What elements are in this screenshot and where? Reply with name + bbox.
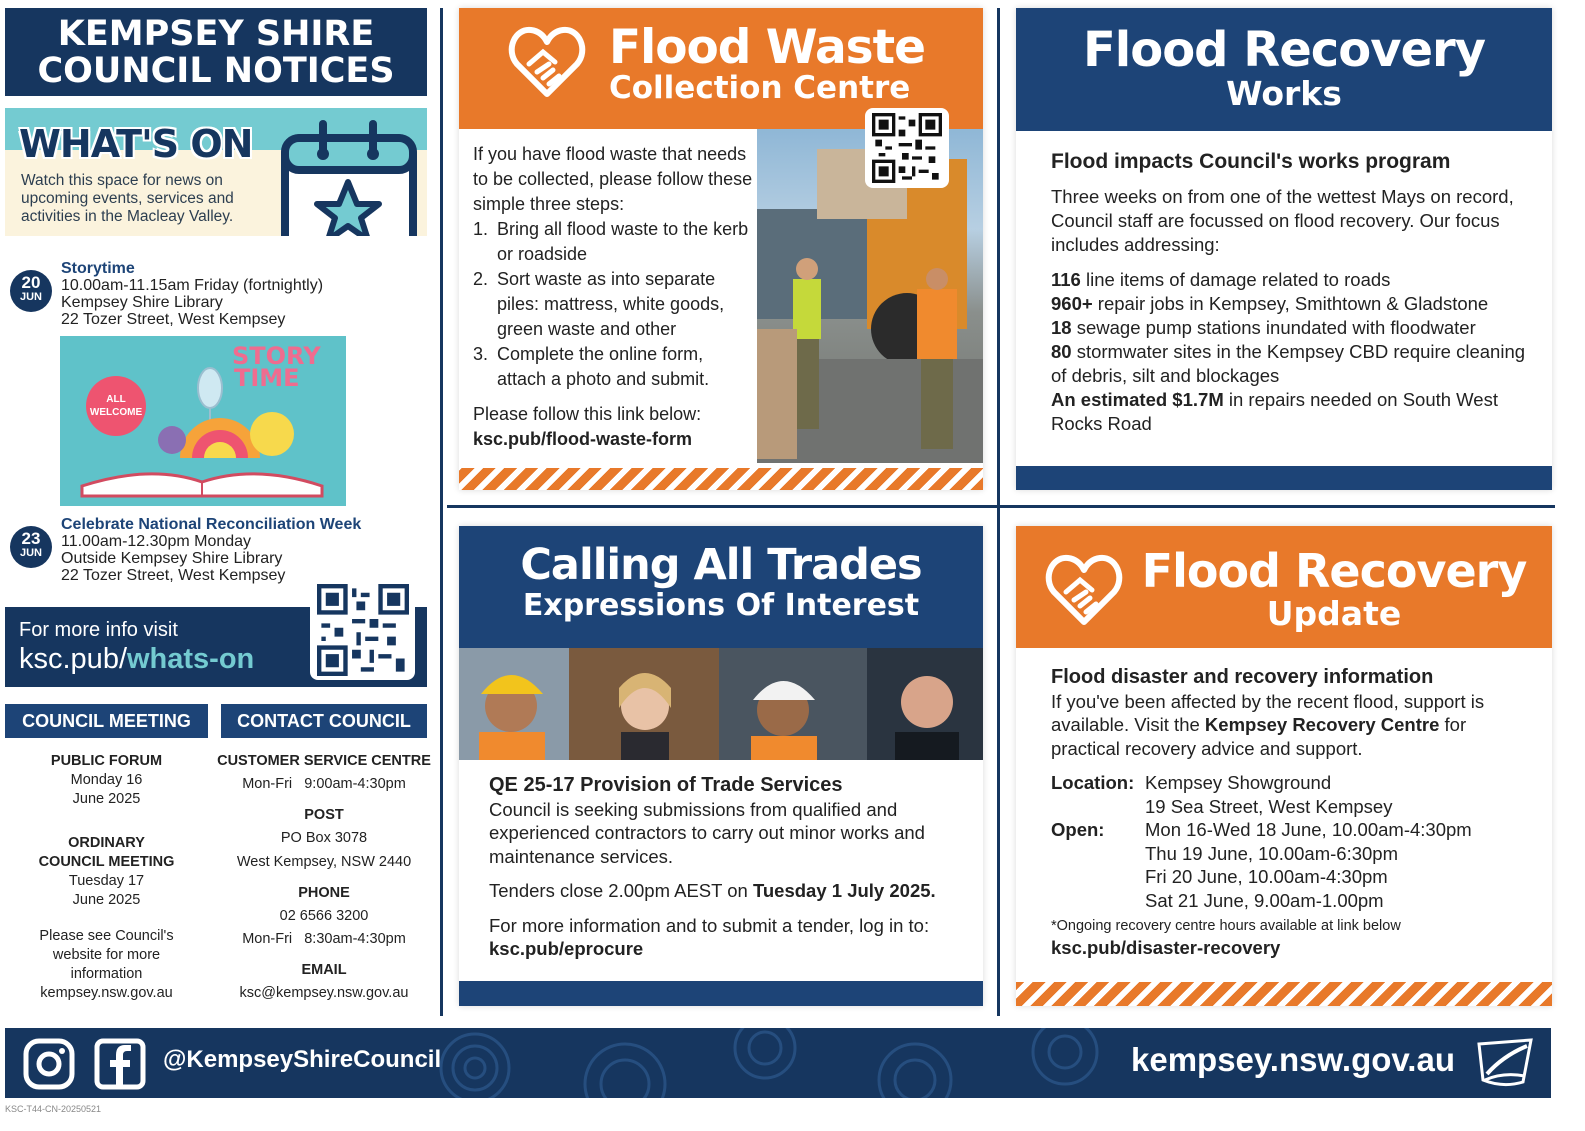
update-note: *Ongoing recovery centre hours available at link below bbox=[1051, 918, 1401, 934]
step-text: Bring all flood waste to the kerb or roadside bbox=[497, 219, 749, 264]
post-suburb: West Kempsey, NSW 2440 bbox=[236, 854, 412, 870]
date-day: 20 bbox=[21, 273, 41, 292]
flood-waste-qr-code[interactable] bbox=[865, 108, 949, 188]
csc-hours: Mon-Fri 9:00am-4:30pm bbox=[242, 776, 406, 792]
meeting-note-2: website for more bbox=[52, 947, 161, 963]
ordinary-title-2: COUNCIL MEETING bbox=[38, 854, 175, 870]
date-month: JUN bbox=[19, 547, 42, 559]
event-storytime bbox=[8, 260, 428, 330]
event-address: 22 Tozer Street, West Kempsey bbox=[61, 567, 286, 584]
more-text: For more information and to submit a tender, log in to: bbox=[489, 914, 930, 936]
document-code: KSC-T44-CN-20250521 bbox=[5, 1104, 102, 1114]
event-title: Celebrate National Reconciliation Week bbox=[61, 516, 362, 533]
update-intro bbox=[1051, 690, 1531, 761]
footer-bar bbox=[5, 1028, 1551, 1098]
intro-text: If you've been affected by the recent flood, support is available. Visit the bbox=[1051, 690, 1485, 735]
step-text: Sort waste as into separate piles: mattress, white goods, green waste and other bbox=[497, 269, 725, 339]
location-label: Location: bbox=[1051, 772, 1135, 793]
trades-title: Calling All Trades bbox=[520, 540, 922, 590]
works-item bbox=[1051, 268, 1531, 292]
whats-on-banner bbox=[5, 108, 427, 236]
flood-waste-card bbox=[459, 8, 983, 490]
item-figure: 116 bbox=[1051, 269, 1081, 290]
open-hours: Sat 21 June, 9.00am-1.00pm bbox=[1145, 889, 1384, 911]
works-subtitle: Works bbox=[1226, 74, 1342, 113]
time-word: TIME bbox=[234, 364, 300, 392]
ordinary-day: Tuesday 17 bbox=[68, 873, 145, 889]
update-heading: Flood disaster and recovery information bbox=[1051, 666, 1434, 688]
forum-date: June 2025 bbox=[72, 791, 141, 807]
page-title: KEMPSEY SHIRE bbox=[57, 14, 375, 54]
badge-line2: WELCOME bbox=[89, 407, 143, 418]
item-text: line items of damage related to roads bbox=[1080, 269, 1391, 290]
csc-title: CUSTOMER SERVICE CENTRE bbox=[217, 753, 431, 769]
works-item bbox=[1051, 292, 1531, 316]
works-title: Flood Recovery bbox=[1082, 22, 1485, 78]
page-title-2: COUNCIL NOTICES bbox=[37, 51, 395, 91]
whats-on-link[interactable] bbox=[19, 643, 254, 676]
step-text: Complete the online form, attach a photo and submit. bbox=[497, 344, 710, 389]
step-number: 3. bbox=[473, 344, 489, 364]
item-text: stormwater sites in the Kempsey CBD require cleaning of debris, silt and blockages bbox=[1051, 341, 1526, 386]
step-number: 1. bbox=[473, 219, 489, 239]
badge-line1: ALL bbox=[106, 394, 126, 405]
disaster-recovery-link[interactable]: ksc.pub/disaster-recovery bbox=[1051, 937, 1281, 958]
email-address[interactable]: ksc@kempsey.nsw.gov.au bbox=[239, 985, 409, 1001]
footer-website[interactable]: kempsey.nsw.gov.au bbox=[1130, 1041, 1455, 1078]
item-figure: 18 bbox=[1051, 317, 1072, 338]
event-time: 10.00am-11.15am Friday (fortnightly) bbox=[61, 277, 324, 294]
heart-handshake-icon bbox=[507, 24, 587, 107]
email-title: EMAIL bbox=[301, 962, 347, 978]
works-intro: Three weeks on from one of the wettest Mays on record, Council staff are focussed on flood recovery. Our focus includes addressing: bbox=[1051, 186, 1514, 255]
meeting-note-3: information bbox=[70, 966, 143, 982]
phone-hours: Mon-Fri 8:30am-4:30pm bbox=[242, 931, 406, 947]
meeting-website[interactable]: kempsey.nsw.gov.au bbox=[40, 985, 173, 1001]
event-venue: Kempsey Shire Library bbox=[61, 294, 223, 311]
social-handle[interactable]: @KempseyShireCouncil bbox=[163, 1046, 442, 1073]
phone-title: PHONE bbox=[298, 885, 350, 901]
item-figure: 960+ bbox=[1051, 293, 1093, 314]
update-subtitle: Update bbox=[1266, 594, 1402, 633]
open-hours: Fri 20 June, 10.00am-4:30pm bbox=[1145, 866, 1388, 887]
instagram-icon[interactable] bbox=[22, 1037, 76, 1096]
item-text: sewage pump stations inundated with floodwater bbox=[1071, 317, 1476, 338]
flood-waste-title: Flood Waste bbox=[609, 20, 926, 75]
council-notices-header bbox=[5, 8, 427, 96]
flood-recovery-update-card bbox=[1016, 526, 1552, 1006]
event-time: 11.00am-12.30pm Monday bbox=[61, 533, 252, 550]
link-bold: whats-on bbox=[127, 643, 255, 675]
event-reconciliation bbox=[8, 516, 428, 586]
close-text: Tenders close 2.00pm AEST on bbox=[489, 880, 753, 901]
ordinary-date: June 2025 bbox=[72, 892, 141, 908]
contact-council-header: CONTACT COUNCIL bbox=[221, 704, 427, 738]
council-meeting-header: COUNCIL MEETING bbox=[5, 704, 208, 738]
date-badge bbox=[10, 526, 52, 568]
open-hours: Mon 16-Wed 18 June, 10.00am-4:30pm bbox=[1145, 819, 1472, 840]
item-figure: 80 bbox=[1051, 341, 1072, 362]
facebook-icon[interactable] bbox=[93, 1037, 147, 1096]
works-item bbox=[1051, 340, 1531, 388]
works-item bbox=[1051, 388, 1531, 436]
ordinary-title: ORDINARY bbox=[68, 835, 145, 851]
location-name: Kempsey Showground bbox=[1145, 772, 1332, 793]
contact-council-info bbox=[217, 752, 431, 1003]
item-figure: An estimated $1.7M bbox=[1051, 389, 1224, 410]
forum-title: PUBLIC FORUM bbox=[50, 753, 163, 769]
location-address: 19 Sea Street, West Kempsey bbox=[1145, 795, 1393, 817]
post-box: PO Box 3078 bbox=[280, 830, 368, 846]
close-date: Tuesday 1 July 2025. bbox=[752, 880, 936, 901]
date-day: 23 bbox=[21, 529, 41, 548]
whats-on-heading: WHAT'S ON bbox=[19, 122, 253, 166]
story-word: STORY bbox=[232, 342, 321, 370]
waste-follow: Please follow this link below: bbox=[473, 404, 702, 424]
trades-body: Council is seeking submissions from qualified and experienced contractors to carry out minor works and maintenance services. bbox=[489, 798, 925, 867]
item-text: repair jobs in Kempsey, Smithtown & Gladstone bbox=[1092, 293, 1489, 314]
waste-intro: If you have flood waste that needs to be collected, please follow these simple three steps: bbox=[473, 144, 753, 214]
calendar-icon bbox=[281, 120, 419, 236]
storytime-illustration bbox=[60, 336, 346, 506]
recovery-centre-name: Kempsey Recovery Centre bbox=[1204, 714, 1440, 735]
step-number: 2. bbox=[473, 269, 489, 289]
forum-day: Monday 16 bbox=[70, 772, 143, 788]
trades-heading: QE 25-17 Provision of Trade Services bbox=[489, 774, 843, 796]
works-heading: Flood impacts Council's works program bbox=[1051, 150, 1451, 173]
link-plain: ksc.pub/ bbox=[19, 643, 127, 675]
flood-recovery-works-card bbox=[1016, 8, 1552, 490]
works-item bbox=[1051, 316, 1531, 340]
event-venue: Outside Kempsey Shire Library bbox=[61, 550, 283, 567]
council-meeting-info bbox=[5, 752, 208, 1003]
tender-close bbox=[489, 879, 969, 903]
meeting-note: Please see Council's bbox=[39, 928, 174, 944]
eprocure-link[interactable]: ksc.pub/eprocure bbox=[489, 938, 644, 959]
whats-on-blurb: Watch this space for news on upcoming events, services and activities in the Macleay Valley. bbox=[21, 172, 234, 225]
tradespeople-photo bbox=[459, 648, 983, 760]
flood-waste-subtitle: Collection Centre bbox=[609, 70, 911, 106]
book-illustration bbox=[60, 336, 346, 506]
whats-on-qr-code[interactable] bbox=[310, 580, 415, 680]
phone-number[interactable]: 02 6566 3200 bbox=[279, 908, 369, 924]
date-badge bbox=[10, 270, 52, 312]
intro-text-2: for practical recovery advice and support. bbox=[1051, 714, 1467, 759]
date-month: JUN bbox=[19, 291, 42, 303]
trades-more bbox=[489, 914, 969, 961]
item-text: in repairs needed on South West Rocks Road bbox=[1051, 389, 1498, 434]
council-logo-icon bbox=[1473, 1036, 1537, 1095]
flood-waste-form-link[interactable]: ksc.pub/flood-waste-form bbox=[473, 429, 693, 449]
trades-subtitle: Expressions Of Interest bbox=[522, 588, 920, 623]
event-address: 22 Tozer Street, West Kempsey bbox=[61, 311, 286, 328]
calling-all-trades-card bbox=[459, 526, 983, 1006]
more-info-text: For more info visit bbox=[19, 619, 178, 641]
update-title: Flood Recovery bbox=[1141, 544, 1527, 598]
heart-handshake-icon bbox=[1044, 552, 1124, 635]
event-title: Storytime bbox=[61, 260, 135, 277]
open-label: Open: bbox=[1051, 819, 1105, 840]
open-hours: Thu 19 June, 10.00am-6:30pm bbox=[1145, 842, 1398, 864]
post-title: POST bbox=[304, 807, 344, 823]
